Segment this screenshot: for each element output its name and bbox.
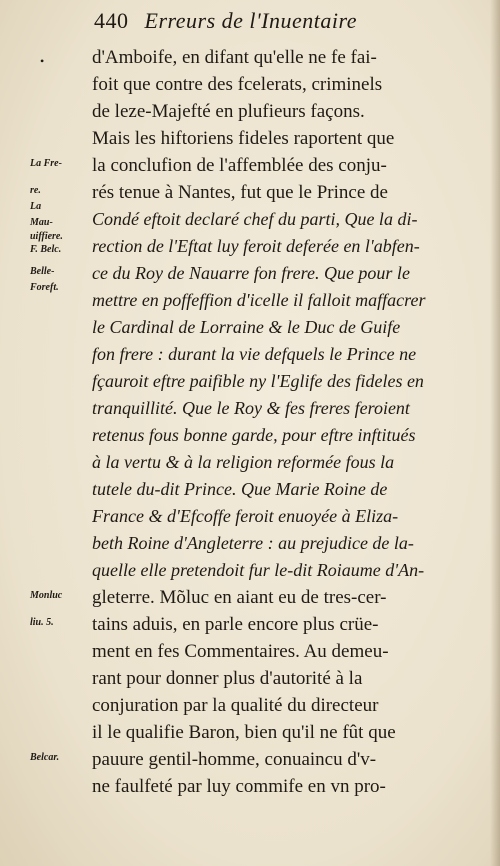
margin-note: Belcar. (30, 752, 60, 763)
text-line: tains aduis, en parle encore plus crüe- (92, 614, 379, 635)
text-line: il le qualifie Baron, bien qu'il ne fût que (92, 722, 396, 743)
text-line: la conclufion de l'affemblée des conju- (92, 155, 387, 176)
text-line: mettre en poffeffion d'icelle il falloit maffacrer (92, 290, 426, 310)
text-line: fçauroit eftre paifible ny l'Eglife des fideles en (92, 371, 424, 391)
text-line: ment en fes Commentaires. Au demeu- (92, 641, 389, 662)
text-line: retenus fous bonne garde, pour eftre inftitués (92, 425, 416, 445)
page-number: 440 (94, 8, 129, 33)
text-line: rant pour donner plus d'autorité à la (92, 668, 363, 689)
text-line: pauure gentil-homme, conuaincu d'v- (92, 749, 377, 770)
running-header (94, 8, 424, 42)
text-line: ne faulfeté par luy commife en vn pro- (92, 776, 386, 797)
text-line: conjuration par la qualité du directeur (92, 695, 379, 716)
margin-note: La (30, 201, 42, 213)
text-line: fon frere : durant la vie defquels le Prince ne (92, 344, 417, 364)
margin-bullet: • (40, 54, 45, 68)
text-line: gleterre. Mõluc en aiant eu de tres-cer- (92, 587, 387, 608)
text-line: Condé eftoit declaré chef du parti, Que la di- (92, 209, 418, 229)
text-line: le Cardinal de Lorraine & le Duc de Guife (92, 317, 401, 337)
running-title: Erreurs de l'Inuentaire (144, 8, 358, 33)
text-line: France & d'Efcoffe feroit enuoyée à Eliza- (92, 506, 399, 526)
text-line: beth Roine d'Angleterre : au prejudice de la- (92, 533, 414, 553)
text-line: Mais les hiftoriens fideles raportent que (92, 128, 395, 149)
margin-note: Belle- (30, 266, 55, 277)
margin-note: liu. 5. (30, 617, 54, 628)
text-line: rés tenue à Nantes, fut que le Prince de (92, 182, 388, 203)
text-line: tutele du-dit Prince. Que Marie Roine de (92, 479, 388, 499)
text-line: foit que contre des fcelerats, criminels (92, 74, 383, 95)
margin-note: F. Belc. (30, 244, 62, 256)
text-line: rection de l'Eftat luy feroit deferée en l'abfen- (92, 236, 420, 256)
margin-note: Monluc (30, 590, 63, 601)
page-edge-shadow (490, 0, 500, 866)
text-line: quelle elle pretendoit fur le-dit Roiaume d'An- (92, 560, 425, 580)
text-line: ce du Roy de Nauarre fon frere. Que pour le (92, 263, 410, 283)
margin-note: La Fre- (30, 158, 62, 169)
text-line: d'Amboife, en difant qu'elle ne fe fai- (92, 47, 377, 68)
margin-note: re. (30, 185, 41, 196)
margin-note: Mau- (30, 217, 53, 229)
margin-note: Foreft. (30, 282, 59, 294)
text-line: tranquillité. Que le Roy & fes freres feroient (92, 398, 410, 418)
text-line: de leze-Majefté en plufieurs façons. (92, 101, 365, 122)
body-text (92, 44, 464, 800)
margin-note: uiffiere. (30, 230, 63, 242)
text-line: à la vertu & à la religion reformée fous la (92, 452, 395, 472)
